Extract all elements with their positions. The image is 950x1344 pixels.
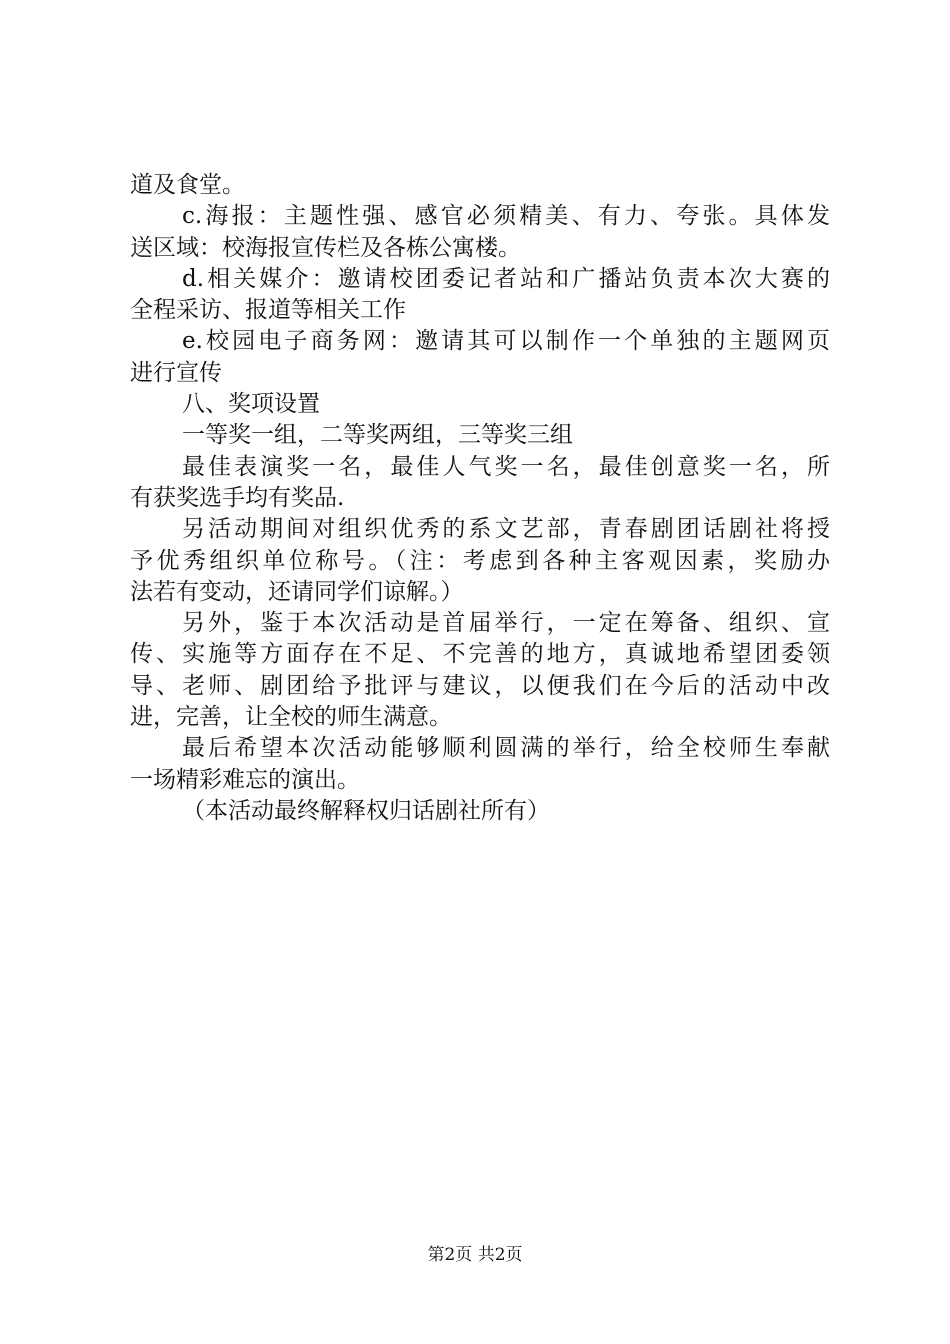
text-line: 法若有变动，还请同学们谅解。）	[130, 578, 464, 605]
section-heading: 八、奖项设置	[182, 391, 320, 418]
text-line: 另外，鉴于本次活动是首届举行，一定在筹备、组织、宣	[182, 610, 830, 637]
text-line: 予优秀组织单位称号。（注：考虑到各种主客观因素，奖励办	[130, 547, 830, 574]
text-line: 导、老师、剧团给予批评与建议，以便我们在今后的活动中改	[130, 672, 830, 699]
text-line: 最佳表演奖一名，最佳人气奖一名，最佳创意奖一名，所	[182, 453, 830, 480]
text-line: 传、实施等方面存在不足、不完善的地方，真诚地希望团委领	[130, 641, 830, 668]
text-line: 另活动期间对组织优秀的系文艺部，青春剧团话剧社将授	[182, 516, 830, 543]
document-body	[130, 170, 830, 827]
text-line: 送区域：校海报宣传栏及各栋公寓楼。	[130, 234, 521, 261]
disclaimer-line: （本活动最终解释权归话剧社所有）	[182, 797, 550, 824]
text-line: 进，完善，让全校的师生满意。	[130, 704, 452, 731]
text-line: 最后希望本次活动能够顺利圆满的举行，给全校师生奉献	[182, 735, 830, 762]
text-line: 全程采访、报道等相关工作	[130, 297, 406, 324]
page-footer: 第2页 共2页	[427, 1245, 523, 1265]
text-line: 一等奖一组，二等奖两组，三等奖三组	[182, 422, 573, 449]
text-line: d.相关媒介：邀请校团委记者站和广播站负责本次大赛的	[182, 265, 830, 292]
text-line: e.校园电子商务网：邀请其可以制作一个单独的主题网页	[182, 328, 830, 355]
text-line: 一场精彩难忘的演出。	[130, 766, 360, 793]
text-line: 道及食堂。	[130, 172, 245, 198]
text-line: 有获奖选手均有奖品.	[130, 484, 345, 511]
text-line: 进行宣传	[130, 359, 222, 386]
text-line: c.海报：主题性强、感官必须精美、有力、夸张。具体发	[182, 203, 830, 230]
